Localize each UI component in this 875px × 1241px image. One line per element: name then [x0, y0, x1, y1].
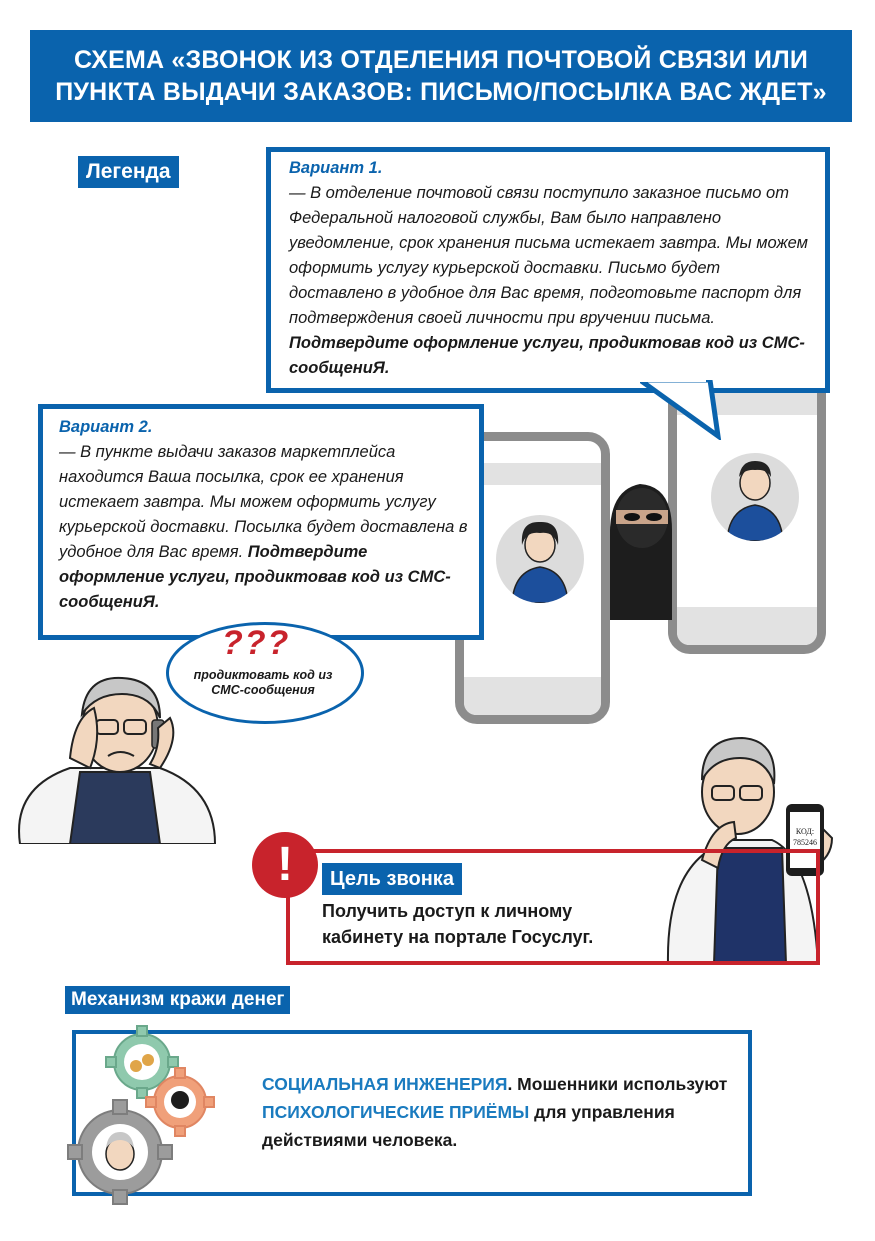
page-title [30, 30, 852, 122]
legend-label: Легенда [78, 156, 179, 188]
variant1-title: Вариант 1. [289, 159, 383, 177]
variant1-bubble [266, 147, 830, 393]
question-marks: ??? [222, 624, 291, 662]
variant1-bold: Подтвердите оформление услуги, продиктовав код из СМС-сообщениЯ. [289, 334, 805, 377]
variant2-bold: Подтвердите оформление услуги, продиктовав код из СМС-сообщениЯ. [59, 543, 451, 611]
gears-icon [62, 1022, 222, 1212]
mechanism-text [262, 1070, 732, 1154]
phone-left-topbar [464, 463, 601, 485]
code-value: 785246 [793, 838, 817, 847]
variant2-bubble [38, 404, 484, 640]
variant2-text: — В пункте выдачи заказов маркетплейса находится Ваша посылка, срок ее хранения истекает завтра. Мы можем оформить услугу курьерской доставки. Посылка будет доставлена в удобное для Вас время. [59, 443, 468, 561]
variant2-title: Вариант 2. [59, 418, 153, 436]
thought-text: продиктовать код из СМС-сообщения [193, 668, 333, 697]
alert-icon: ! [252, 832, 318, 898]
mechanism-text-2: . Мошенники используют [507, 1074, 728, 1094]
goal-text: Получить доступ к личному кабинету на портале Госуслуг. [322, 901, 594, 947]
mechanism-term-psych: ПСИХОЛОГИЧЕСКИЕ ПРИЁМЫ [262, 1102, 530, 1122]
page-title-line2: ПУНКТА ВЫДАЧИ ЗАКАЗОВ: ПИСЬМО/ПОСЫЛКА ВАС ЖДЕТ» [55, 78, 827, 106]
variant1-bubble-tail [640, 380, 730, 440]
phone-left-bottombar [464, 677, 601, 715]
mechanism-label: Механизм кражи денег [65, 986, 290, 1014]
mechanism-text-4: для управления действиями человека. [262, 1102, 675, 1150]
operator-avatar-left [496, 515, 584, 603]
phone-right-bottombar [677, 607, 817, 645]
goal-label: Цель звонка [322, 863, 462, 895]
operator-avatar-right [711, 453, 799, 541]
mechanism-term-social: СОЦИАЛЬНАЯ ИНЖЕНЕРИЯ [262, 1074, 508, 1094]
variant1-text: — В отделение почтовой связи поступило заказное письмо от Федеральной налоговой службы, Вам было направлено уведомление, срок хранения письма истекает завтра. Мы можем оформить услугу курьерской доставки. Письмо будет доставлено в удобное для Вас время, подготовьте паспорт для подтверждения своей личности при вручении письма. [289, 184, 808, 327]
worried-man-figure [10, 668, 220, 844]
code-label: КОД: [795, 827, 815, 836]
page-title-line1: СХЕМА «ЗВОНОК ИЗ ОТДЕЛЕНИЯ ПОЧТОВОЙ СВЯЗИ ИЛИ [73, 46, 809, 74]
thief-figure [606, 470, 672, 620]
